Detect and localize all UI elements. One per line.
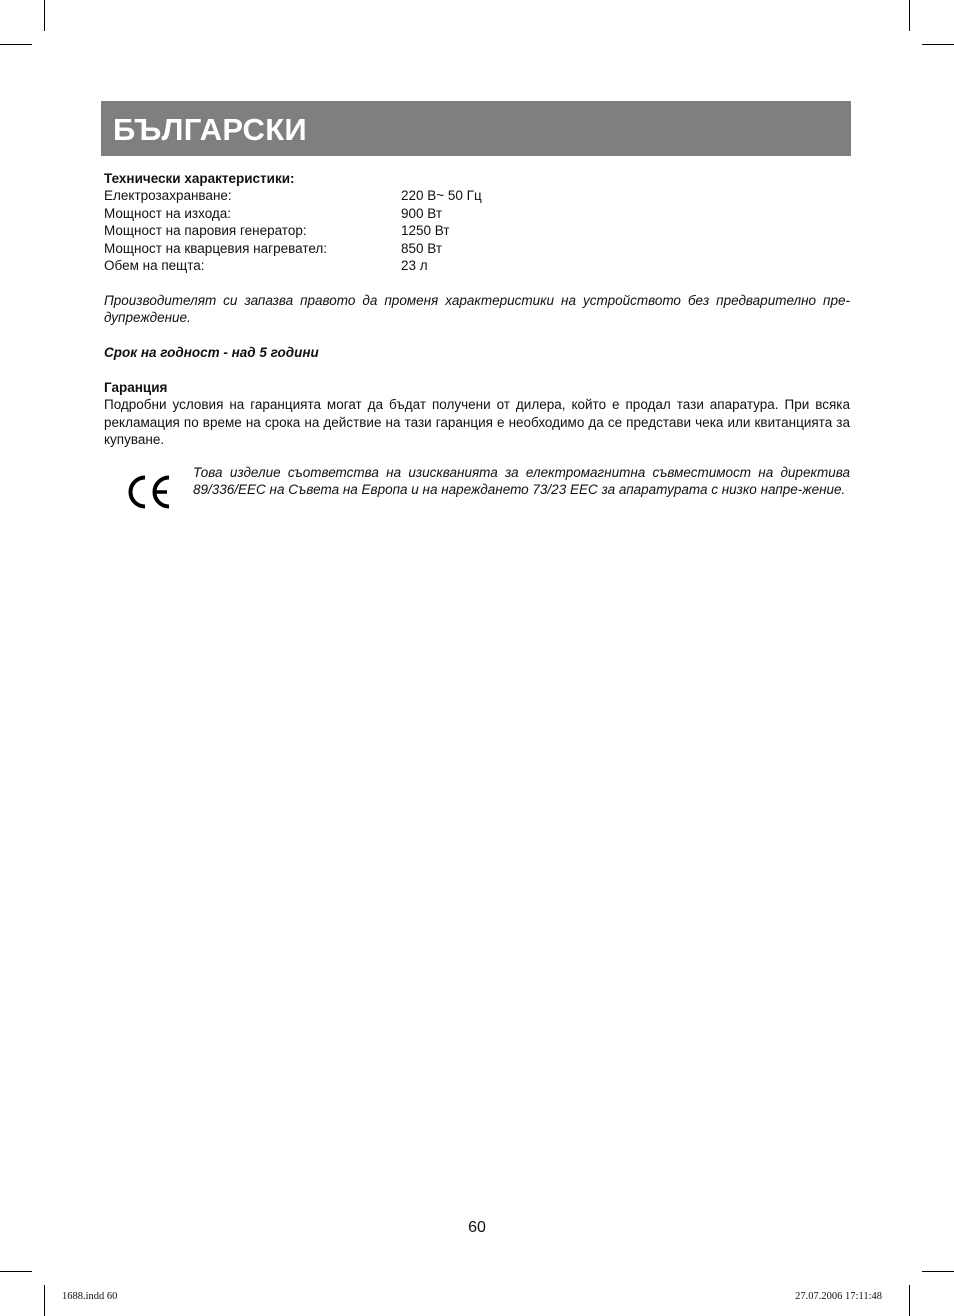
disclaimer-text: Производителят си запазва правото да променя характеристики на устройството без предварително пре-дупреждение. bbox=[104, 292, 850, 326]
spec-value: 850 Вт bbox=[401, 240, 443, 256]
specs-table bbox=[104, 187, 850, 274]
ce-compliance-text: Това изделие съответства на изискванията за електромагнитна съвместимост на директива 89/336/EEC на Съвета на Европа и на нареждането 73/23 EEC за апаратурата с низко напре-жение. bbox=[193, 465, 850, 498]
warranty-heading: Гаранция bbox=[104, 379, 168, 395]
crop-mark bbox=[44, 1285, 45, 1316]
footer-datetime: 27.07.2006 17:11:48 bbox=[795, 1291, 882, 1302]
spec-row bbox=[104, 205, 850, 222]
spec-label: Мощност на паровия генератор: bbox=[104, 223, 307, 239]
spec-row bbox=[104, 187, 850, 204]
page-number: 60 bbox=[468, 1219, 486, 1236]
spec-value: 220 В~ 50 Гц bbox=[401, 188, 482, 204]
crop-mark bbox=[0, 1271, 32, 1272]
specs-heading: Технически характеристики: bbox=[104, 171, 295, 186]
spec-row bbox=[104, 257, 850, 274]
warranty-text: Подробни условия на гаранцията могат да бъдат получени от дилера, който е продал тази апаратура. При всяка рекламация по време на срока на действие на тази гаранция е необходимо да се представи чека или квитанцията за купуване. bbox=[104, 397, 850, 448]
spec-row bbox=[104, 240, 850, 257]
crop-mark bbox=[909, 0, 910, 31]
crop-mark bbox=[909, 1285, 910, 1316]
spec-label: Мощност на кварцевия нагревател: bbox=[104, 240, 328, 256]
crop-mark bbox=[922, 1271, 954, 1272]
footer-file-info: 1688.indd 60 bbox=[62, 1291, 118, 1302]
page-title: БЪЛГАРСКИ bbox=[113, 112, 308, 147]
main-content bbox=[104, 170, 850, 448]
shelf-life-text: Срок на годност - над 5 години bbox=[104, 345, 319, 361]
ce-compliance-block bbox=[104, 464, 850, 524]
spec-value: 1250 Вт bbox=[401, 223, 450, 239]
section-header bbox=[101, 101, 851, 156]
spec-value: 900 Вт bbox=[401, 205, 443, 221]
spec-value: 23 л bbox=[401, 258, 428, 274]
crop-mark bbox=[0, 44, 32, 45]
ce-mark-icon bbox=[124, 472, 174, 512]
crop-mark bbox=[44, 0, 45, 31]
crop-mark bbox=[922, 44, 954, 45]
spec-label: Мощност на изхода: bbox=[104, 205, 232, 221]
spec-label: Обем на пещта: bbox=[104, 258, 205, 274]
spec-row bbox=[104, 222, 850, 239]
spec-label: Електрозахранване: bbox=[104, 188, 232, 204]
